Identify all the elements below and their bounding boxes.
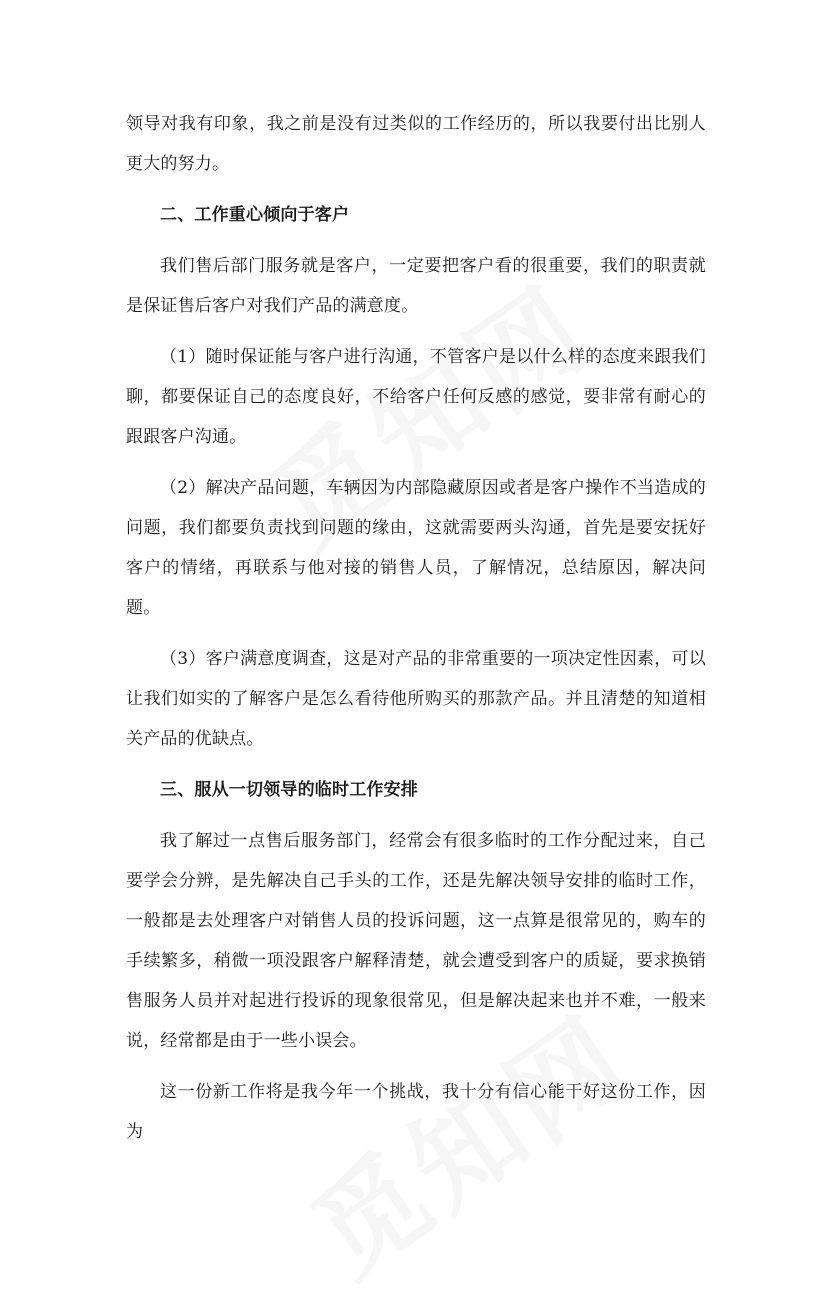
document-body [126,104,706,1152]
body-paragraph: 领导对我有印象，我之前是没有过类似的工作经历的，所以我要付出比别人更大的努力。 [126,114,706,174]
section-heading: 三、服从一切领导的临时工作安排 [160,780,418,800]
body-paragraph: 我了解过一点售后服务部门，经常会有很多临时的工作分配过来，自己要学会分辨，是先解决自己手头的工作，还是先解决领导安排的临时工作，一般都是去处理客户对销售人员的投诉问题，这一点算是很常见的，购车的手续繁多，稍微一项没跟客户解释清楚，就会遭受到客户的质疑，要求换销售服务人员并对起进行投诉的现象很常见，但是解决起来也并不难，一般来说，经常都是由于一些小误会。 [126,831,706,1051]
list-paragraph: （2）解决产品问题，车辆因为内部隐藏原因或者是客户操作不当造成的问题，我们都要负责找到问题的缘由，这就需要两头沟通，首先是要安抚好客户的情绪，再联系与他对接的销售人员，了解情况，总结原因，解决问题。 [126,478,706,618]
list-paragraph: （1）随时保证能与客户进行沟通，不管客户是以什么样的态度来跟我们聊，都要保证自己的态度良好，不给客户任何反感的感觉，要非常有耐心的跟跟客户沟通。 [126,347,706,447]
section-heading: 二、工作重心倾向于客户 [160,205,350,225]
body-paragraph: 这一份新工作将是我今年一个挑战，我十分有信心能干好这份工作，因为 [126,1082,706,1142]
body-paragraph: 我们售后部门服务就是客户，一定要把客户看的很重要，我们的职责就是保证售后客户对我们产品的满意度。 [126,256,706,316]
list-paragraph: （3）客户满意度调查，这是对产品的非常重要的一项决定性因素，可以让我们如实的了解客户是怎么看待他所购买的那款产品。并且清楚的知道相关产品的优缺点。 [126,649,706,749]
